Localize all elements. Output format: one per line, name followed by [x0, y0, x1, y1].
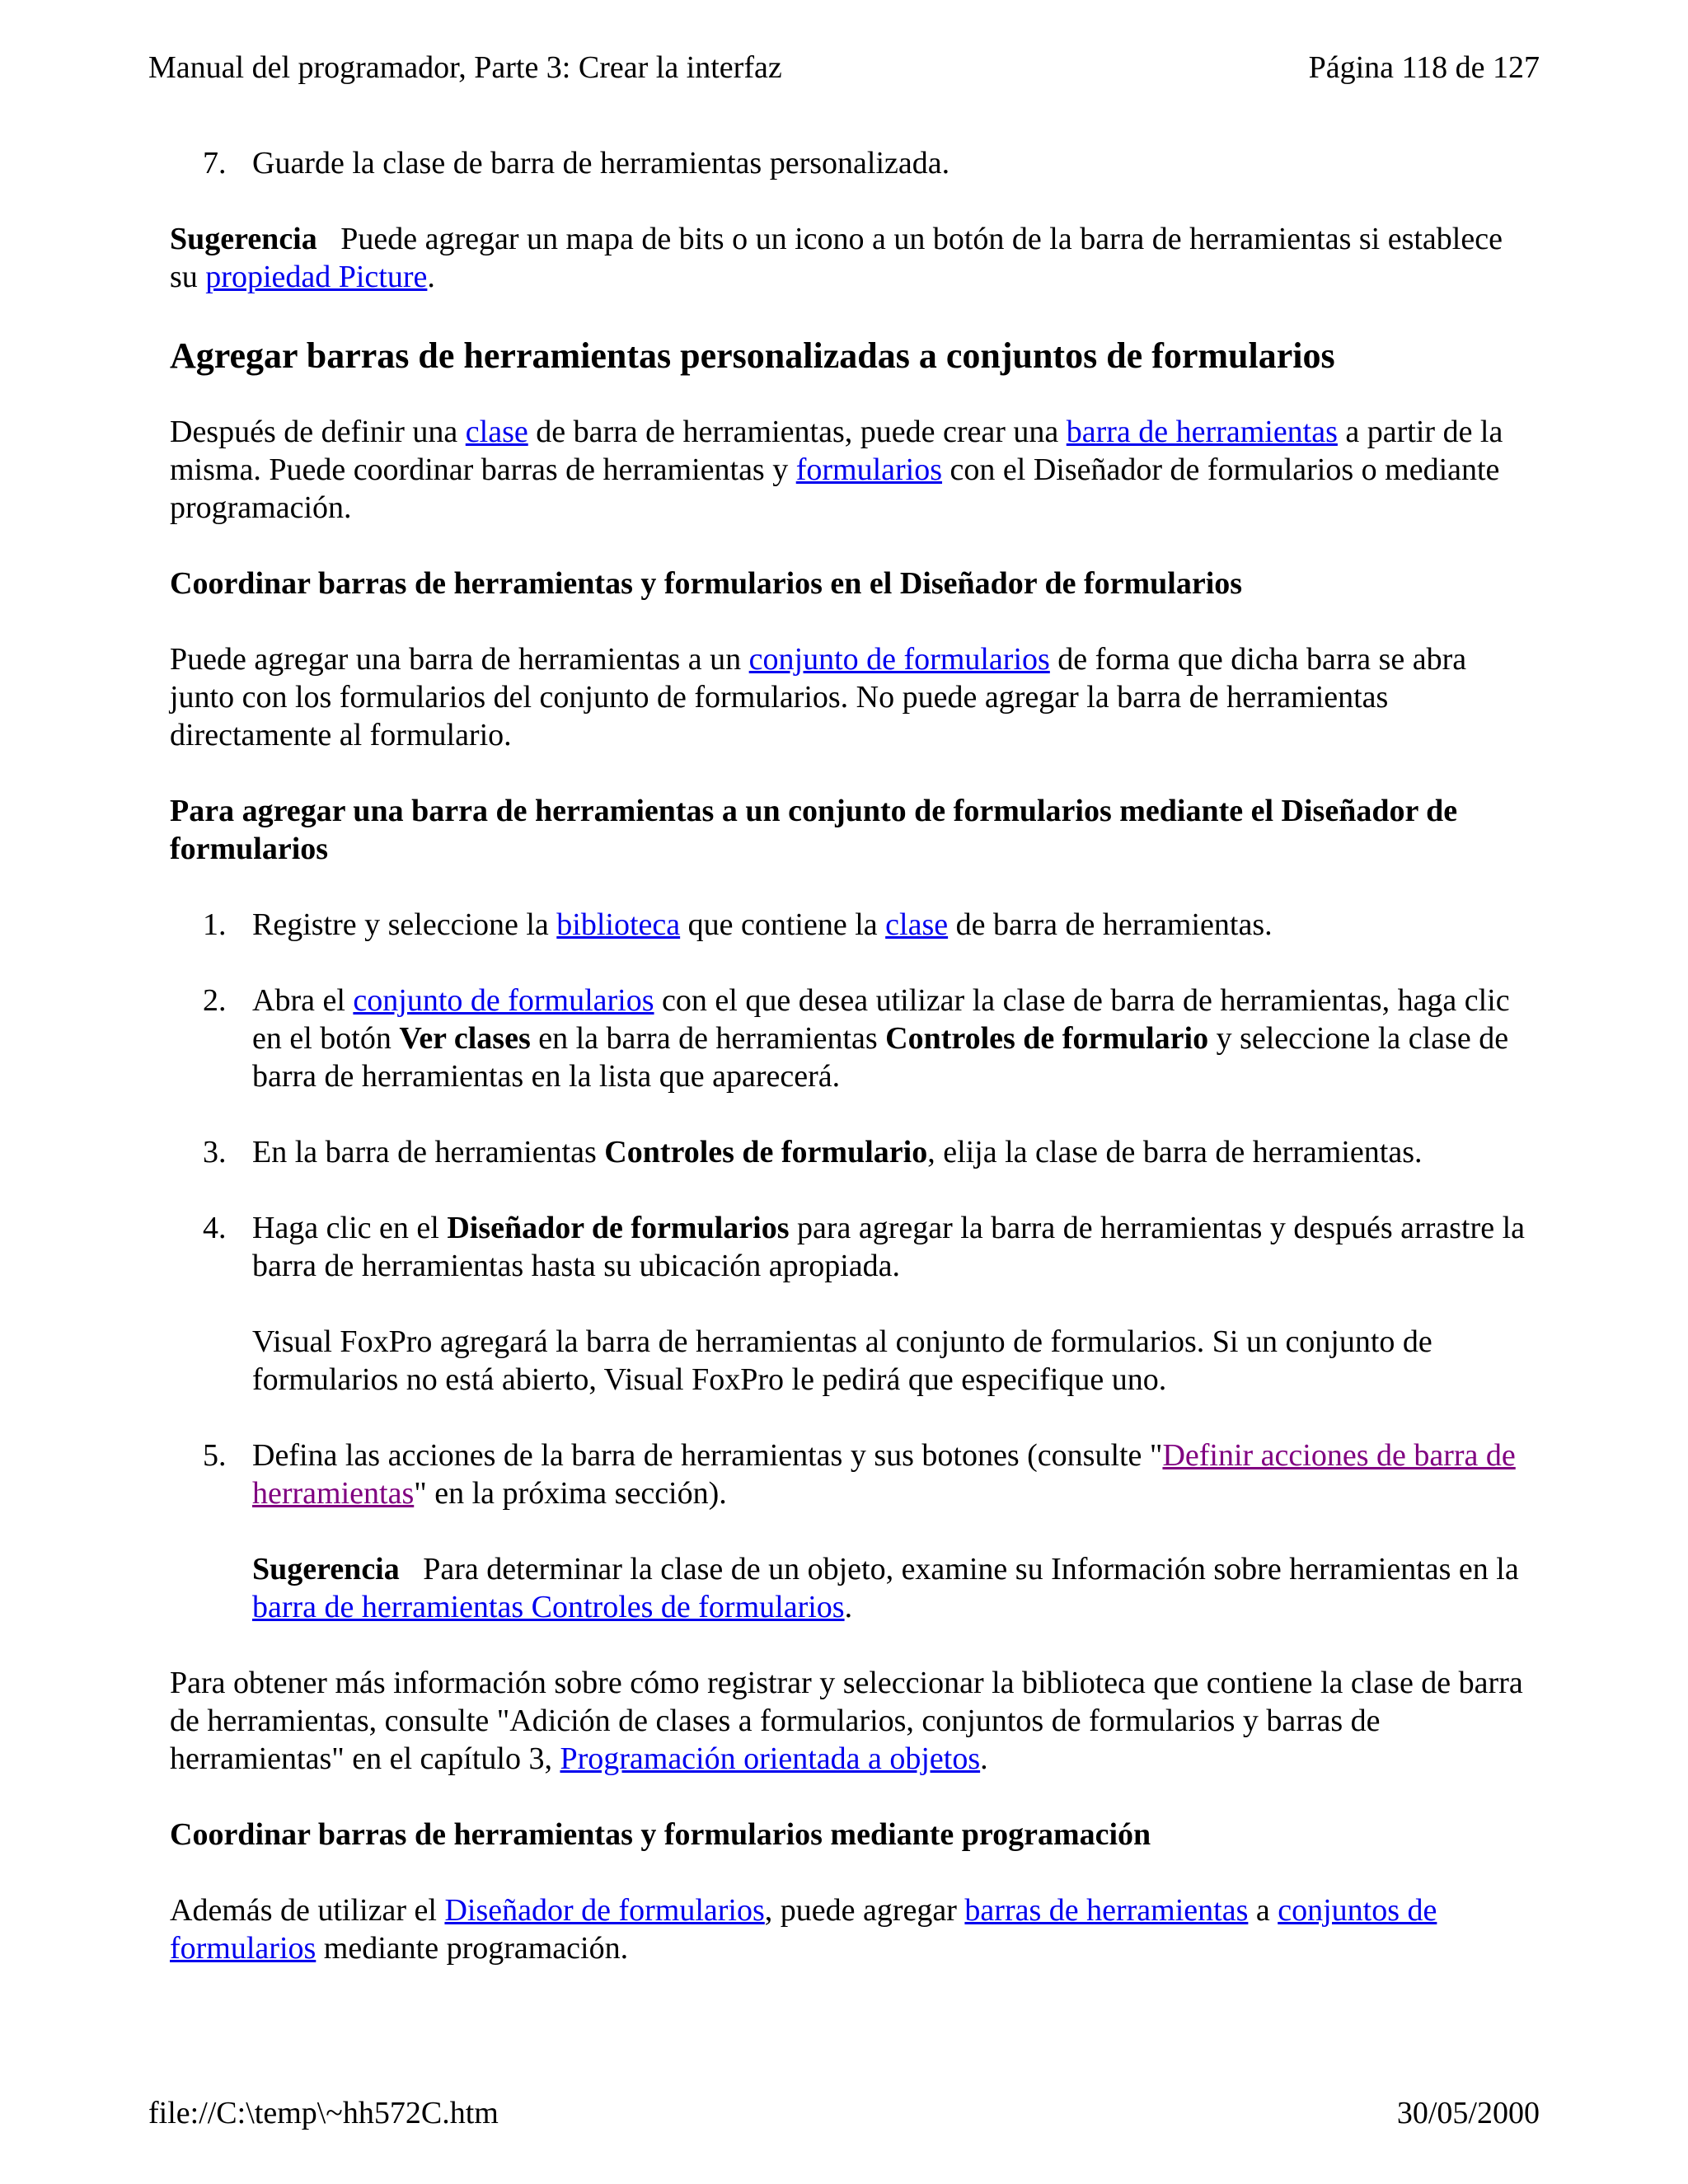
text: Registre y seleccione la — [252, 907, 557, 942]
link-conjuntos-de-formularios[interactable]: conjuntos de formularios — [170, 1893, 1437, 1966]
link-formularios[interactable]: formularios — [795, 452, 943, 487]
text: Puede agregar una barra de herramientas a un — [170, 642, 749, 677]
paragraph-conjunto — [170, 640, 1530, 754]
text: a partir de la misma. Puede coordinar barras de herramientas y — [170, 415, 1503, 487]
last-paragraph — [170, 1891, 1530, 1967]
text: Después de definir una — [170, 415, 466, 449]
step-text: Guarde la clase de barra de herramientas personalizada. — [252, 146, 950, 180]
text: Para determinar la clase de un objeto, examine su Información sobre herramientas en la — [399, 1552, 1527, 1586]
heading-coordinar-disenador: Coordinar barras de herramientas y formularios en el Diseñador de formularios — [170, 566, 1243, 601]
link-disenador-de-formularios[interactable]: Diseñador de formularios — [444, 1893, 765, 1928]
text: Defina las acciones de la barra de herramientas y sus botones (consulte " — [252, 1438, 1163, 1473]
step-number: 5. — [203, 1438, 227, 1473]
text: de barra de herramientas. — [948, 907, 1273, 942]
tip-text-end: . — [427, 260, 435, 294]
bold-disenador-de-formularios: Diseñador de formularios — [447, 1211, 790, 1245]
text: y seleccione la clase de barra de herramientas en la lista que aparecerá. — [252, 1021, 1509, 1094]
text: Para obtener más información sobre cómo registrar y seleccionar la biblioteca que contiene la clase de barra de herramientas, consulte "Adición de clases a formularios, conjuntos de formularios y barras de herramientas" en el capítulo 3, — [170, 1666, 1523, 1776]
tip-determinar-clase — [170, 1550, 1530, 1626]
text: Haga clic en el — [252, 1211, 448, 1245]
heading-agregar-barras: Agregar barras de herramientas personalizadas a conjuntos de formularios — [170, 335, 1335, 376]
text: en la barra de herramientas — [530, 1021, 886, 1056]
text: Además de utilizar el — [170, 1893, 445, 1928]
text: de barra de herramientas, puede crear una — [528, 415, 1067, 449]
text: con el que desea utilizar la clase de barra de herramientas, haga clic en el botón — [252, 983, 1510, 1056]
link-barras-de-herramientas[interactable]: barras de herramientas — [964, 1893, 1249, 1928]
text: mediante programación. — [316, 1931, 629, 1966]
text: que contiene la — [680, 907, 886, 942]
tip-text: Puede agregar un mapa de bits o un icono a un botón de la barra de herramientas si establece su — [170, 222, 1511, 294]
step-3 — [170, 1133, 1530, 1171]
text: " en la próxima sección). — [414, 1476, 727, 1511]
heading-coordinar-programacion: Coordinar barras de herramientas y formularios mediante programación — [170, 1817, 1151, 1852]
step-number: 4. — [203, 1211, 227, 1245]
header-page-number: Página 118 de 127 — [1308, 50, 1540, 85]
tip-label: Sugerencia — [170, 222, 317, 256]
link-conjunto-de-formularios[interactable]: conjunto de formularios — [353, 983, 654, 1018]
text: , elija la clase de barra de herramientas. — [927, 1135, 1423, 1169]
text: , puede agregar — [764, 1893, 965, 1928]
step-7 — [170, 144, 1530, 182]
step-4-note: Visual FoxPro agregará la barra de herramientas al conjunto de formularios. Si un conjunto de formularios no está abierto, Visual FoxPro le pedirá que especifique uno. — [252, 1324, 1432, 1397]
bold-ver-clases: Ver clases — [399, 1021, 531, 1056]
step-number: 3. — [203, 1135, 227, 1169]
step-number: 2. — [203, 983, 227, 1018]
footer-date: 30/05/2000 — [1396, 2096, 1540, 2130]
document-body — [170, 144, 1530, 2005]
heading-procedure: Para agregar una barra de herramientas a un conjunto de formularios mediante el Diseñador de formularios — [170, 794, 1458, 866]
text: En la barra de herramientas — [252, 1135, 605, 1169]
link-clase[interactable]: clase — [465, 415, 528, 449]
link-definir-acciones[interactable]: Definir acciones de barra de herramientas — [252, 1438, 1516, 1511]
text: a — [1248, 1893, 1278, 1928]
step-1 — [170, 906, 1530, 944]
text: Abra el — [252, 983, 354, 1018]
more-info-paragraph — [170, 1664, 1530, 1778]
step-4 — [170, 1209, 1530, 1285]
step-number: 1. — [203, 907, 227, 942]
header-title: Manual del programador, Parte 3: Crear la interfaz — [148, 50, 782, 85]
link-conjunto-de-formularios[interactable]: conjunto de formularios — [748, 642, 1050, 677]
step-2 — [170, 982, 1530, 1095]
tip-label: Sugerencia — [252, 1552, 400, 1586]
step-number: 7. — [203, 146, 227, 180]
link-barra-controles-de-formularios[interactable]: barra de herramientas Controles de formularios — [252, 1590, 845, 1624]
bold-controles-de-formulario: Controles de formulario — [604, 1135, 928, 1169]
link-barra-de-herramientas[interactable]: barra de herramientas — [1066, 415, 1338, 449]
text: de forma que dicha barra se abra junto con los formularios del conjunto de formularios. No puede agregar la barra de herramientas directamente al formulario. — [170, 642, 1467, 752]
tip-picture — [170, 220, 1530, 296]
bold-controles-de-formulario: Controles de formulario — [885, 1021, 1209, 1056]
footer-path: file://C:\temp\~hh572C.htm — [148, 2096, 499, 2130]
link-clase[interactable]: clase — [885, 907, 949, 942]
link-programacion-orientada-a-objetos[interactable]: Programación orientada a objetos — [560, 1741, 981, 1776]
link-propiedad-picture[interactable]: propiedad Picture — [205, 260, 428, 294]
step-5 — [170, 1436, 1530, 1512]
text: . — [980, 1741, 988, 1776]
link-biblioteca[interactable]: biblioteca — [556, 907, 681, 942]
intro-paragraph — [170, 413, 1530, 527]
text: con el Diseñador de formularios o mediante programación. — [170, 452, 1500, 525]
text: . — [844, 1590, 853, 1624]
text: para agregar la barra de herramientas y después arrastre la barra de herramientas hasta su ubicación apropiada. — [252, 1211, 1525, 1283]
